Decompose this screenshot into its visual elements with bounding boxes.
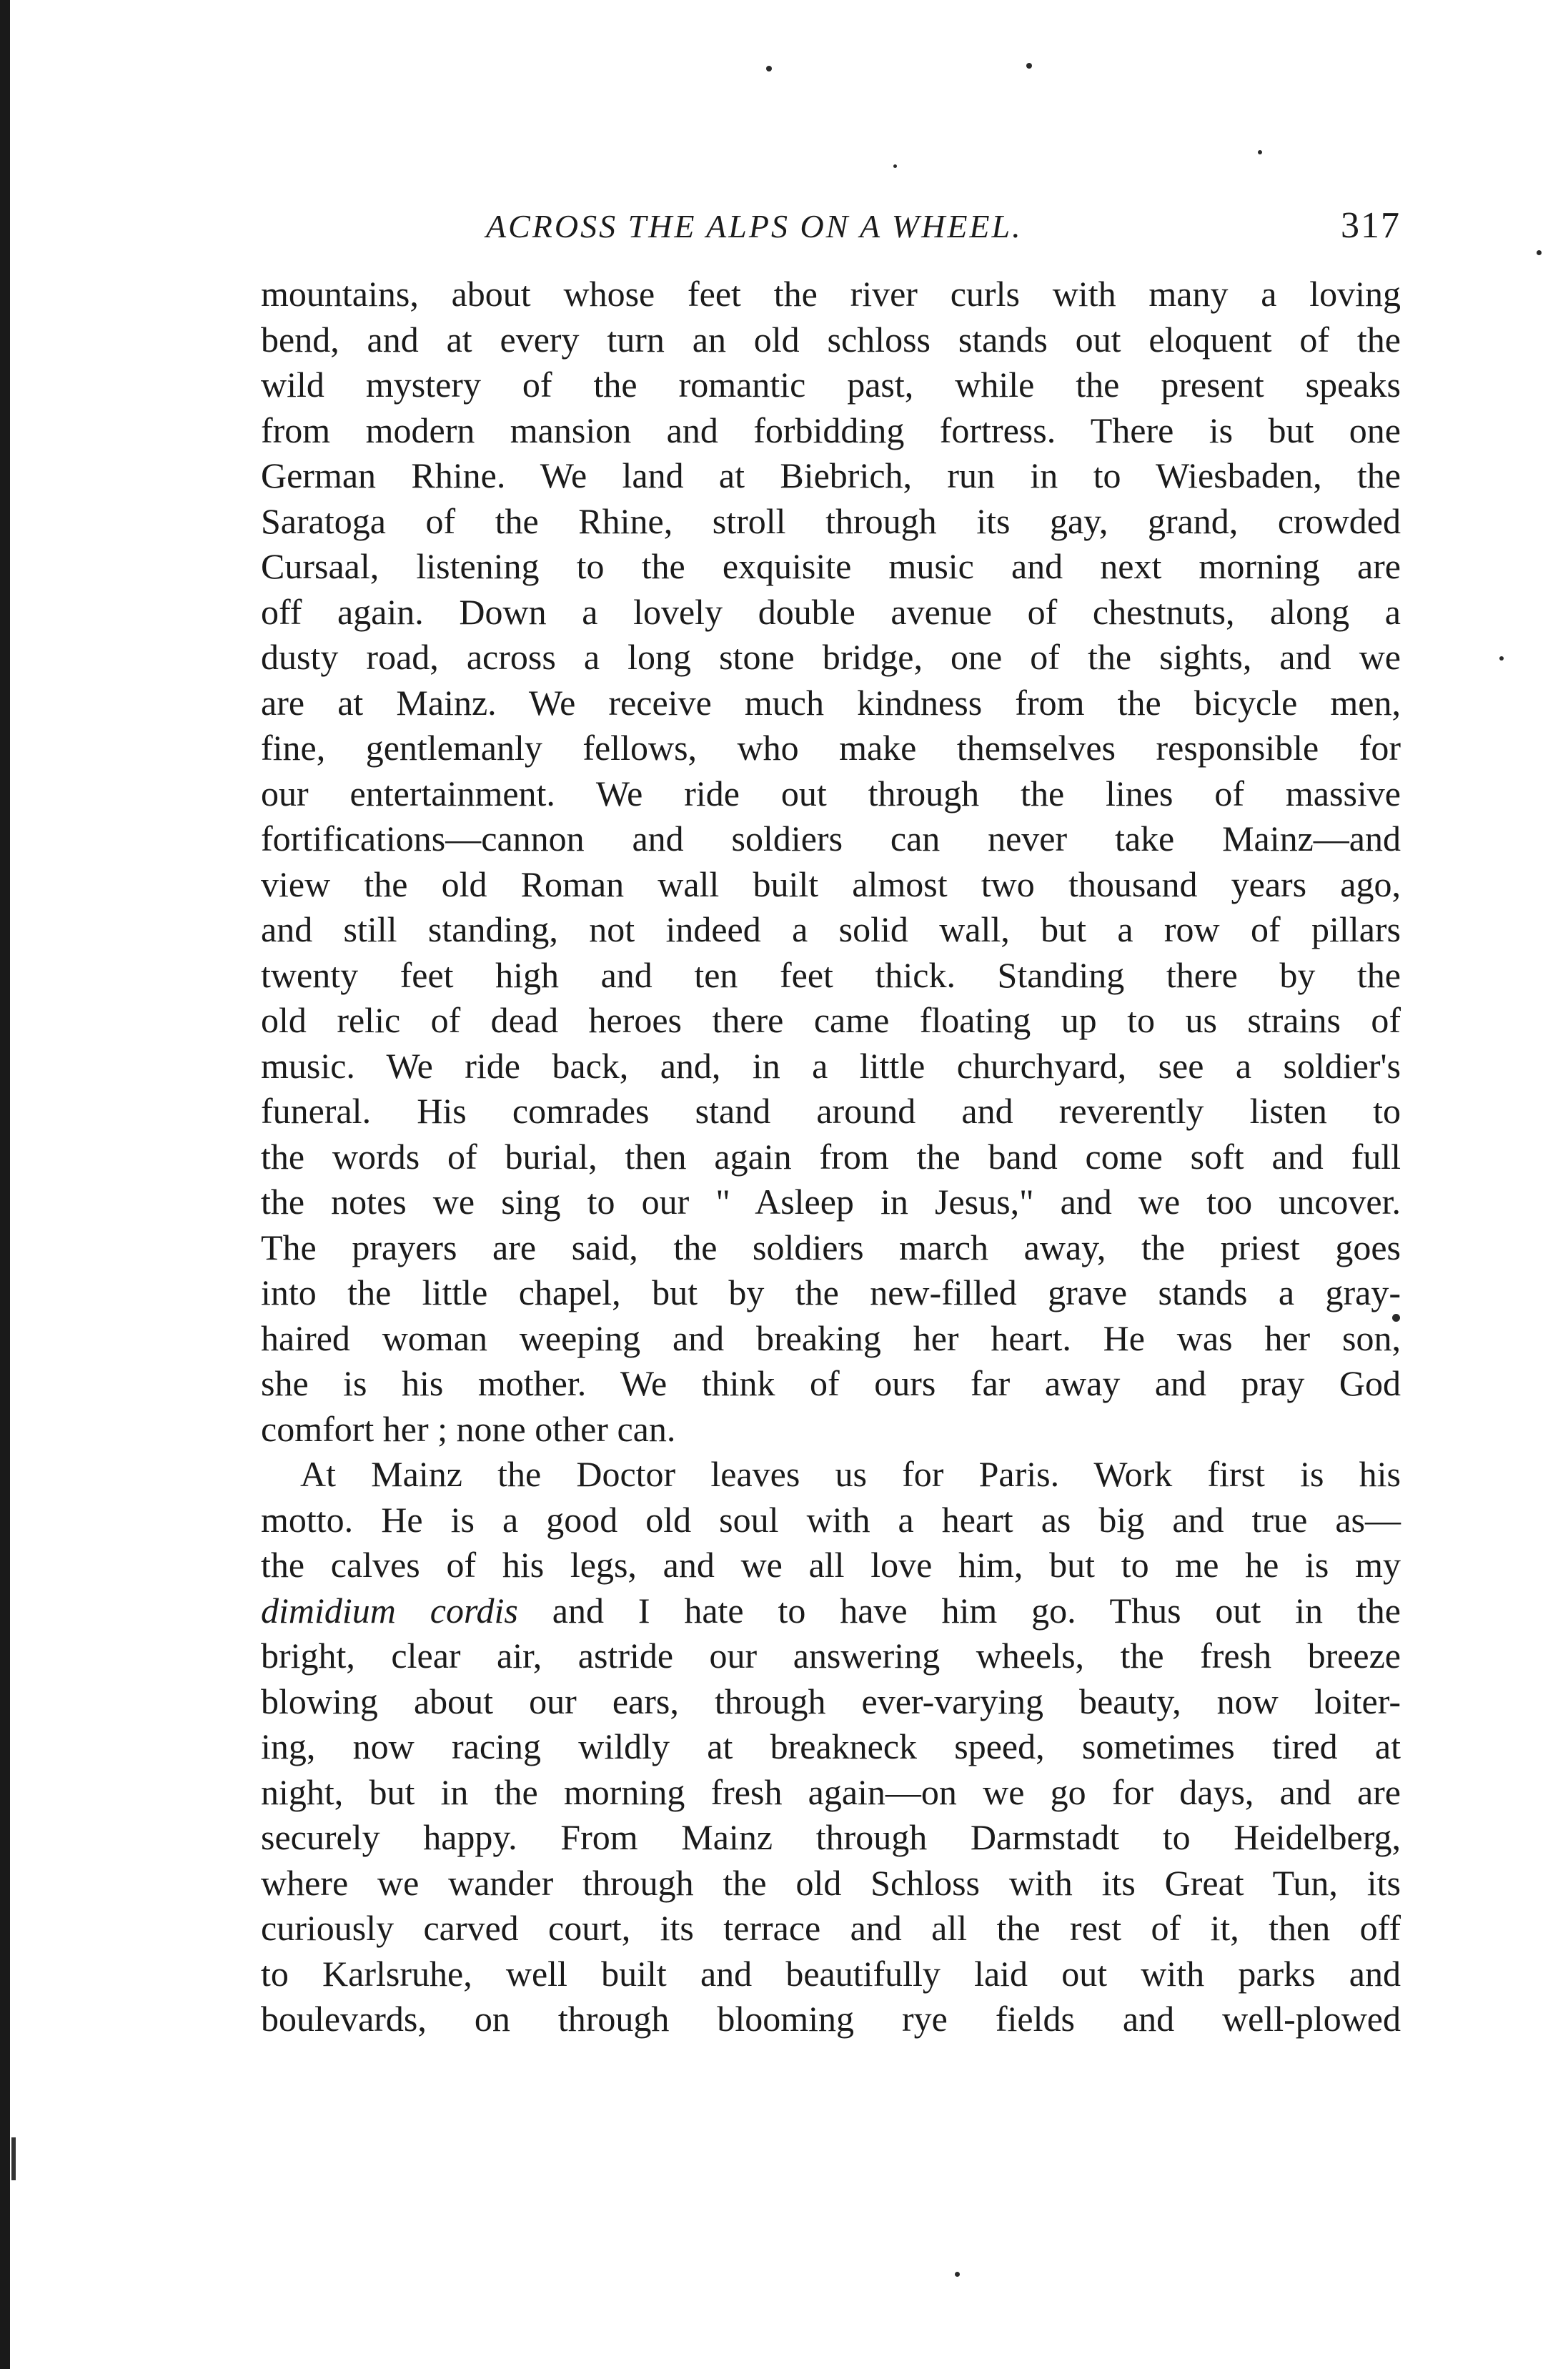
page-binding-edge bbox=[0, 0, 10, 2369]
running-title: ACROSS THE ALPS ON A WHEEL. bbox=[486, 208, 1023, 244]
text-line: and still standing, not indeed a solid wall, but a row of pillars bbox=[261, 909, 1401, 949]
text-line: funeral. His comrades stand around and reverently listen to bbox=[261, 1091, 1401, 1131]
text-line: view the old Roman wall built almost two thousand years ago, bbox=[261, 864, 1401, 904]
text-line: to Karlsruhe, well built and beautifully laid out with parks and bbox=[261, 1953, 1401, 1994]
text-line: twenty feet high and ten feet thick. Standing there by the bbox=[261, 954, 1401, 995]
text-line-with-italic bbox=[261, 1588, 1401, 1634]
text-line: the calves of his legs, and we all love him, but to me he is my bbox=[261, 1545, 1401, 1585]
paragraph-end-line: comfort her ; none other can. bbox=[261, 1408, 676, 1449]
text-line: haired woman weeping and breaking her heart. He was her son, bbox=[261, 1317, 1401, 1358]
ink-speck bbox=[893, 164, 897, 168]
text-line: wild mystery of the romantic past, while the present speaks bbox=[261, 365, 1401, 405]
text-line: The prayers are said, the soldiers march away, the priest goes bbox=[261, 1227, 1401, 1267]
text-line: blowing about our ears, through ever-varying beauty, now loiter- bbox=[261, 1681, 1401, 1721]
text-line: Saratoga of the Rhine, stroll through its gay, grand, crowded bbox=[261, 500, 1401, 541]
text-line: bright, clear air, astride our answering wheels, the fresh breeze bbox=[261, 1636, 1401, 1676]
ink-speck bbox=[1258, 150, 1262, 154]
text-line: are at Mainz. We receive much kindness from the bicycle men, bbox=[261, 682, 1401, 723]
text-line: she is his mother. We think of ours far away and pray God bbox=[261, 1363, 1401, 1403]
text-line: boulevards, on through blooming rye fields and well-plowed bbox=[261, 1999, 1401, 2039]
page-number: 317 bbox=[1341, 205, 1401, 246]
page-edge-mark bbox=[11, 2137, 16, 2180]
running-head bbox=[257, 207, 1401, 257]
text-line: music. We ride back, and, in a little churchyard, see a soldier's bbox=[261, 1045, 1401, 1086]
text-line: ing, now racing wildly at breakneck speed, sometimes tired at bbox=[261, 1726, 1401, 1766]
text-line: bend, and at every turn an old schloss stands out eloquent of the bbox=[261, 319, 1401, 360]
text-line-remainder: and I hate to have him go. Thus out in the bbox=[552, 1590, 1401, 1631]
ink-speck bbox=[1537, 250, 1542, 255]
text-line: our entertainment. We ride out through the lines of massive bbox=[261, 773, 1401, 813]
text-line: the notes we sing to our " Asleep in Jesus," and we too uncover. bbox=[261, 1182, 1401, 1222]
text-line: mountains, about whose feet the river curls with many a loving bbox=[261, 274, 1401, 314]
ink-speck bbox=[1026, 63, 1032, 69]
ink-speck bbox=[955, 2272, 960, 2277]
paragraph-start-line: At Mainz the Doctor leaves us for Paris. Work first is his bbox=[300, 1454, 1401, 1494]
text-line: curiously carved court, its terrace and all the rest of it, then off bbox=[261, 1908, 1401, 1948]
text-line: fine, gentlemanly fellows, who make themselves responsible for bbox=[261, 728, 1401, 768]
text-line: motto. He is a good old soul with a heart as big and true as— bbox=[261, 1499, 1401, 1540]
ink-speck bbox=[766, 66, 772, 71]
text-line: Cursaal, listening to the exquisite music and next morning are bbox=[261, 546, 1401, 586]
body-text bbox=[261, 272, 1401, 2042]
text-line: off again. Down a lovely double avenue of chestnuts, along a bbox=[261, 591, 1401, 632]
text-line: into the little chapel, but by the new-filled grave stands a gray- bbox=[261, 1272, 1401, 1312]
italic-phrase: dimidium cordis bbox=[261, 1590, 518, 1631]
text-line: the words of burial, then again from the band come soft and full bbox=[261, 1136, 1401, 1177]
ink-speck bbox=[1499, 656, 1504, 661]
text-line: from modern mansion and forbidding fortress. There is but one bbox=[261, 410, 1401, 450]
text-line: night, but in the morning fresh again—on we go for days, and are bbox=[261, 1771, 1401, 1812]
text-line: German Rhine. We land at Biebrich, run in to Wiesbaden, the bbox=[261, 455, 1401, 495]
text-line: fortifications—cannon and soldiers can never take Mainz—and bbox=[261, 818, 1401, 859]
text-line: dusty road, across a long stone bridge, one of the sights, and we bbox=[261, 637, 1401, 677]
text-line: securely happy. From Mainz through Darmstadt to Heidelberg, bbox=[261, 1817, 1401, 1857]
text-line: where we wander through the old Schloss with its Great Tun, its bbox=[261, 1862, 1401, 1903]
text-line: old relic of dead heroes there came floating up to us strains of bbox=[261, 1000, 1401, 1040]
